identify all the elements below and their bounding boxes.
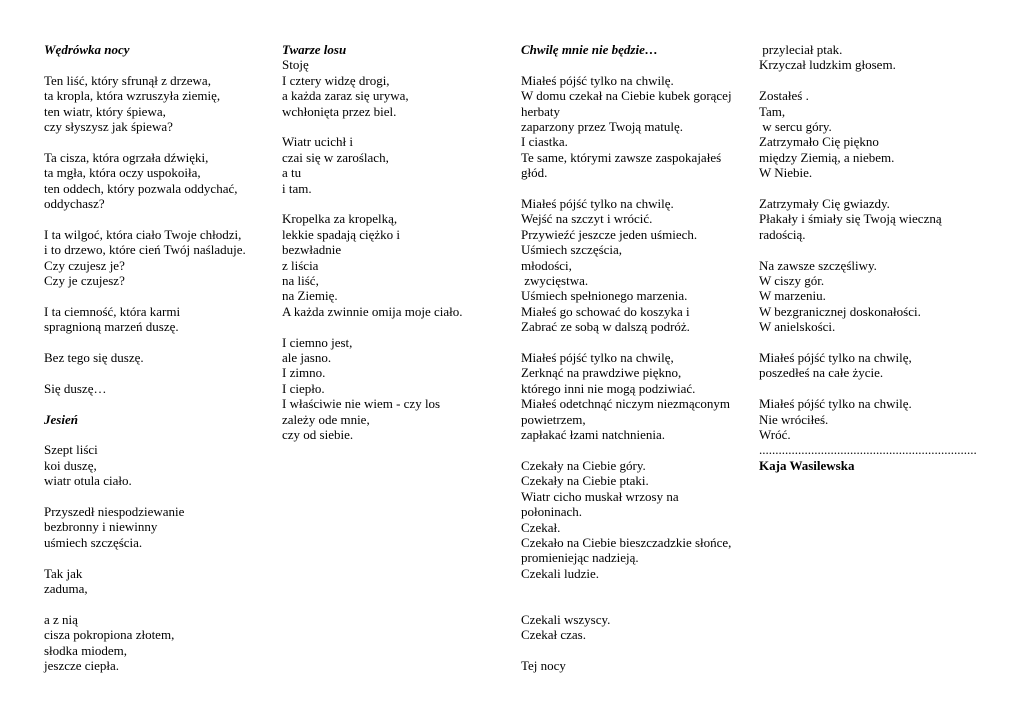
blank-line <box>521 597 756 612</box>
poem-line: głód. <box>521 165 548 181</box>
poem-line: ta kropla, która wzruszyła ziemię, <box>44 88 221 104</box>
poem-line: Uśmiech spełnionego marzenia. <box>521 288 688 304</box>
poem-line: Wróć. <box>759 427 791 443</box>
blank-line <box>44 489 269 504</box>
blank-line <box>521 443 756 458</box>
poem-line: Miałeś odetchnąć niczym niezmąconym <box>521 396 731 412</box>
poem-line: na Ziemię. <box>282 288 338 304</box>
poem-line: ale jasno. <box>282 350 332 366</box>
poem-line: Się duszę… <box>44 380 107 396</box>
poem-line: zwycięstwa. <box>521 273 589 289</box>
poem-line: I cztery widzę drogi, <box>282 72 390 88</box>
poem-line: I ciastka. <box>521 134 568 150</box>
poem-line: jeszcze ciepła. <box>44 658 120 674</box>
poem-line: I ta wilgoć, która ciało Twoje chłodzi, <box>44 226 242 242</box>
blank-line <box>521 643 756 658</box>
blank-line <box>759 335 989 350</box>
poem-line: Tak jak <box>44 565 83 581</box>
poem-line: wiatr otula ciało. <box>44 473 132 489</box>
blank-line <box>759 242 989 257</box>
poem-line: Czekało na Ciebie bieszczadzkie słońce, <box>521 534 732 550</box>
poem-line: zaduma, <box>44 581 88 597</box>
poem-line: Ta cisza, która ogrzała dźwięki, <box>44 149 209 165</box>
poem-line: i tam. <box>282 180 312 196</box>
poem-line: ten wiatr, który śpiewa, <box>44 103 166 119</box>
poem-line: Kropelka za kropelką, <box>282 211 398 227</box>
blank-line <box>44 396 269 411</box>
poem-line: spragnioną marzeń duszę. <box>44 319 179 335</box>
poem-line: w sercu góry. <box>759 119 832 135</box>
blank-line <box>44 550 269 565</box>
poem-line: I zimno. <box>282 365 326 381</box>
blank-line <box>759 181 989 196</box>
poem-line: a każda zaraz się urywa, <box>282 88 409 104</box>
poem-line: Szept liści <box>44 442 98 458</box>
blank-line <box>521 181 756 196</box>
poem-line: W Niebie. <box>759 165 813 181</box>
poem-line: Uśmiech szczęścia, <box>521 242 623 258</box>
poem-line: zaparzony przez Twoją matulę. <box>521 119 683 135</box>
poem-line: I właściwie nie wiem - czy los <box>282 396 441 412</box>
poem-line: Stoję <box>282 57 309 73</box>
poem-line: a z nią <box>44 611 78 627</box>
poem-title: Jesień <box>44 411 78 427</box>
blank-line <box>759 73 989 88</box>
poem-title: Chwilę mnie nie będzie… <box>521 42 658 57</box>
poem-line: cisza pokropiona złotem, <box>44 627 175 643</box>
poem-line: lekkie spadają ciężko i <box>282 226 401 242</box>
poem-line: Zabrać ze sobą w dalszą podróż. <box>521 319 690 335</box>
poem-line: Miałeś pójść tylko na chwilę. <box>759 396 912 412</box>
poem-line: Miałeś pójść tylko na chwilę, <box>521 350 674 366</box>
poem-line: między Ziemią, a niebem. <box>759 149 895 165</box>
poem-line: Czekali wszyscy. <box>521 611 611 627</box>
poem-line: Miałeś go schować do koszyka i <box>521 303 690 319</box>
poem-column-2 <box>282 42 507 443</box>
blank-line <box>44 427 269 442</box>
blank-line <box>282 119 507 134</box>
poem-line: radością. <box>759 226 806 242</box>
poem-line: Bez tego się duszę. <box>44 350 144 366</box>
blank-line <box>282 196 507 211</box>
blank-line <box>521 335 756 350</box>
poem-line: W anielskości. <box>759 319 836 335</box>
poem-title: Twarze losu <box>282 42 347 57</box>
poem-line: czy od siebie. <box>282 427 354 443</box>
poem-line: wchłonięta przez biel. <box>282 103 397 119</box>
poem-line: Zerknąć na prawdziwe piękno, <box>521 365 682 381</box>
poem-line: ten oddech, który pozwala oddychać, <box>44 180 238 196</box>
poem-line: Miałeś pójść tylko na chwilę. <box>521 72 674 88</box>
poem-line: bezbronny i niewinny <box>44 519 158 535</box>
poem-line: I ciemno jest, <box>282 334 353 350</box>
blank-line <box>759 381 989 396</box>
poem-line: na liść, <box>282 273 319 289</box>
blank-line <box>521 57 756 72</box>
blank-line <box>44 288 269 303</box>
poem-line: młodości, <box>521 257 572 273</box>
poem-column-4 <box>759 42 989 473</box>
poem-line: Wiatr cicho muskał wrzosy na <box>521 488 679 504</box>
poem-line: Tej nocy <box>521 658 566 674</box>
poem-line: Nie wróciłeś. <box>759 411 829 427</box>
poem-line: którego inni nie mogą podziwiać. <box>521 380 696 396</box>
blank-line <box>44 365 269 380</box>
poem-line: Czy je czujesz? <box>44 273 125 289</box>
poem-column-1 <box>44 42 269 673</box>
poem-line: Te same, którymi zawsze zaspokajałeś <box>521 149 722 165</box>
poem-line: Miałeś pójść tylko na chwilę. <box>521 196 674 212</box>
poem-line: W bezgranicznej doskonałości. <box>759 303 921 319</box>
poem-title: Wędrówka nocy <box>44 42 130 57</box>
poem-line: Tam, <box>759 103 786 119</box>
author-name: Kaja Wasilewska <box>759 457 855 473</box>
poem-line: promieniejąc nadzieją. <box>521 550 639 566</box>
poem-line: Płakały i śmiały się Twoją wieczną <box>759 211 942 227</box>
poem-line: Czekał. <box>521 519 561 535</box>
poem-line: powietrzem, <box>521 411 586 427</box>
poem-line: słodka miodem, <box>44 642 128 658</box>
blank-line <box>44 134 269 149</box>
poem-line: W marzeniu. <box>759 288 826 304</box>
poem-line: A każda zwinnie omija moje ciało. <box>282 303 463 319</box>
poem-line: zapłakać łzami natchnienia. <box>521 427 666 443</box>
poem-line: Czekały na Ciebie ptaki. <box>521 473 649 489</box>
poem-line: połoninach. <box>521 504 583 520</box>
poem-line: I ta ciemność, która karmi <box>44 303 181 319</box>
poem-line: czai się w zaroślach, <box>282 149 389 165</box>
poem-line: Zostałeś . <box>759 88 809 104</box>
poem-line: z liścia <box>282 257 319 273</box>
poem-line: przyleciał ptak. <box>759 42 843 57</box>
poem-line: Krzyczał ludzkim głosem. <box>759 57 896 73</box>
poem-line: poszedłeś na całe życie. <box>759 365 884 381</box>
poem-line: Zatrzymało Cię piękno <box>759 134 879 150</box>
blank-line <box>521 581 756 596</box>
poem-line: zależy ode mnie, <box>282 411 370 427</box>
poem-line: uśmiech szczęścia. <box>44 534 143 550</box>
blank-line <box>44 57 269 72</box>
poem-line: Czekał czas. <box>521 627 586 643</box>
poem-line: i to drzewo, które cień Twój naśladuje. <box>44 242 246 258</box>
poem-line: Wejść na szczyt i wrócić. <box>521 211 653 227</box>
blank-line <box>44 211 269 226</box>
poem-line: bezwładnie <box>282 242 342 258</box>
poem-column-3 <box>521 42 756 674</box>
poem-line: Czy czujesz je? <box>44 257 125 273</box>
poem-line: Przyszedł niespodziewanie <box>44 504 185 520</box>
poem-line: I ciepło. <box>282 380 325 396</box>
poem-line: czy słyszysz jak śpiewa? <box>44 119 173 135</box>
separator-line: ................................................................... <box>759 442 977 458</box>
poem-line: Zatrzymały Cię gwiazdy. <box>759 196 890 212</box>
blank-line <box>44 335 269 350</box>
poem-line: koi duszę, <box>44 457 97 473</box>
blank-line <box>282 319 507 334</box>
poem-line: Na zawsze szczęśliwy. <box>759 257 877 273</box>
poem-line: ta mgła, która oczy uspokoiła, <box>44 165 201 181</box>
poem-line: Czekały na Ciebie góry. <box>521 457 646 473</box>
poem-line: a tu <box>282 165 302 181</box>
blank-line <box>44 596 269 611</box>
poem-line: Miałeś pójść tylko na chwilę, <box>759 350 912 366</box>
poem-line: herbaty <box>521 103 560 119</box>
poem-line: W ciszy gór. <box>759 273 825 289</box>
poem-line: Przywieźć jeszcze jeden uśmiech. <box>521 226 698 242</box>
poem-line: Wiatr ucichł i <box>282 134 353 150</box>
poem-line: W domu czekał na Ciebie kubek gorącej <box>521 88 732 104</box>
poem-line: Ten liść, który sfrunął z drzewa, <box>44 72 211 88</box>
poem-line: Czekali ludzie. <box>521 565 599 581</box>
poem-line: oddychasz? <box>44 196 105 212</box>
